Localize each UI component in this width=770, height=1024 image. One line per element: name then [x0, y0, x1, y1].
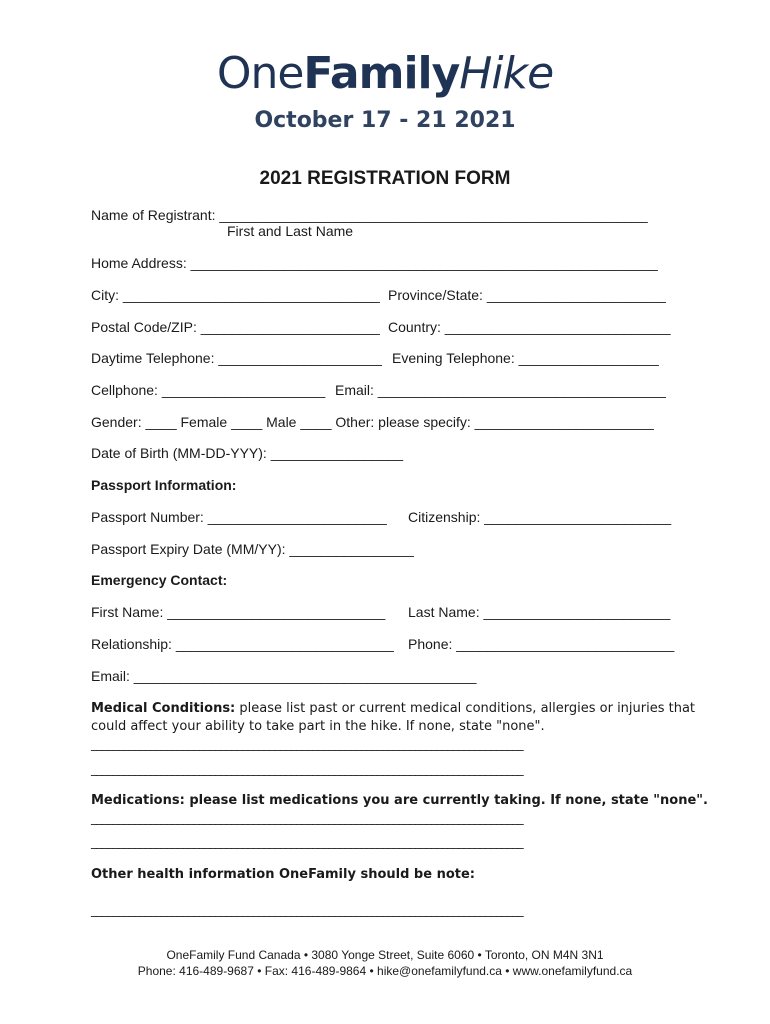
postal-code-field[interactable]: Postal Code/ZIP: _______________________	[91, 319, 380, 335]
province-field[interactable]: Province/State: _______________________	[388, 287, 666, 303]
medications-line-1[interactable]: ________________________________________________________________________________	[91, 811, 524, 825]
medical-conditions-text: Medical Conditions: please list past or current medical conditions, allergies or injuries that	[91, 701, 696, 716]
passport-expiry-field[interactable]: Passport Expiry Date (MM/YY): ________________	[91, 541, 414, 557]
daytime-phone-field[interactable]: Daytime Telephone: _____________________	[91, 350, 382, 366]
other-health-line[interactable]: ________________________________________________________________________________	[91, 903, 524, 917]
country-field[interactable]: Country: _____________________________	[388, 319, 671, 335]
footer-address: OneFamily Fund Canada • 3080 Yonge Street, Suite 6060 • Toronto, ON M4N 3N1	[166, 948, 604, 962]
name-field[interactable]: Name of Registrant: _______________________________________________________	[91, 207, 648, 223]
emergency-last-name-field[interactable]: Last Name: ________________________	[408, 604, 671, 620]
name-hint: First and Last Name	[227, 223, 354, 239]
home-address-field[interactable]: Home Address: ____________________________________________________________	[91, 255, 658, 271]
dob-field[interactable]: Date of Birth (MM-DD-YYY): _________________	[91, 445, 404, 461]
emergency-email-field[interactable]: Email: ____________________________________________	[91, 668, 477, 684]
emergency-relationship-field[interactable]: Relationship: ____________________________	[91, 636, 394, 652]
cellphone-field[interactable]: Cellphone: _____________________	[91, 382, 326, 398]
gender-field[interactable]: Gender: ____ Female ____ Male ____ Other: please specify: _______________________	[91, 414, 654, 430]
email-field[interactable]: Email: _____________________________________	[335, 382, 666, 398]
citizenship-field[interactable]: Citizenship: ________________________	[408, 509, 672, 525]
form-title: 2021 REGISTRATION FORM	[259, 168, 511, 189]
medical-line-2[interactable]: ________________________________________________________________________________	[91, 762, 524, 776]
event-dates: October 17 - 21 2021	[254, 108, 516, 133]
onefamilyhike-logo: OneFamilyHike	[216, 48, 554, 99]
medications-label: Medications: please list medications you are currently taking. If none, state "none".	[91, 793, 708, 808]
other-health-label: Other health information OneFamily should be note:	[91, 867, 475, 882]
city-field[interactable]: City: _________________________________	[91, 287, 380, 303]
passport-number-field[interactable]: Passport Number: _______________________	[91, 509, 387, 525]
evening-phone-field[interactable]: Evening Telephone: __________________	[392, 350, 659, 366]
medications-line-2[interactable]: ________________________________________________________________________________	[91, 835, 524, 849]
passport-heading: Passport Information:	[91, 477, 237, 493]
emergency-first-name-field[interactable]: First Name: ____________________________	[91, 604, 386, 620]
medical-line-1[interactable]: ________________________________________________________________________________	[91, 737, 524, 751]
footer-contact: Phone: 416-489-9687 • Fax: 416-489-9864 • hike@onefamilyfund.ca • www.onefamilyfund.ca	[137, 964, 633, 978]
emergency-phone-field[interactable]: Phone: ____________________________	[408, 636, 675, 652]
medical-conditions-text-2: could affect your ability to take part in the hike. If none, state "none".	[91, 719, 545, 734]
emergency-heading: Emergency Contact:	[91, 572, 228, 588]
